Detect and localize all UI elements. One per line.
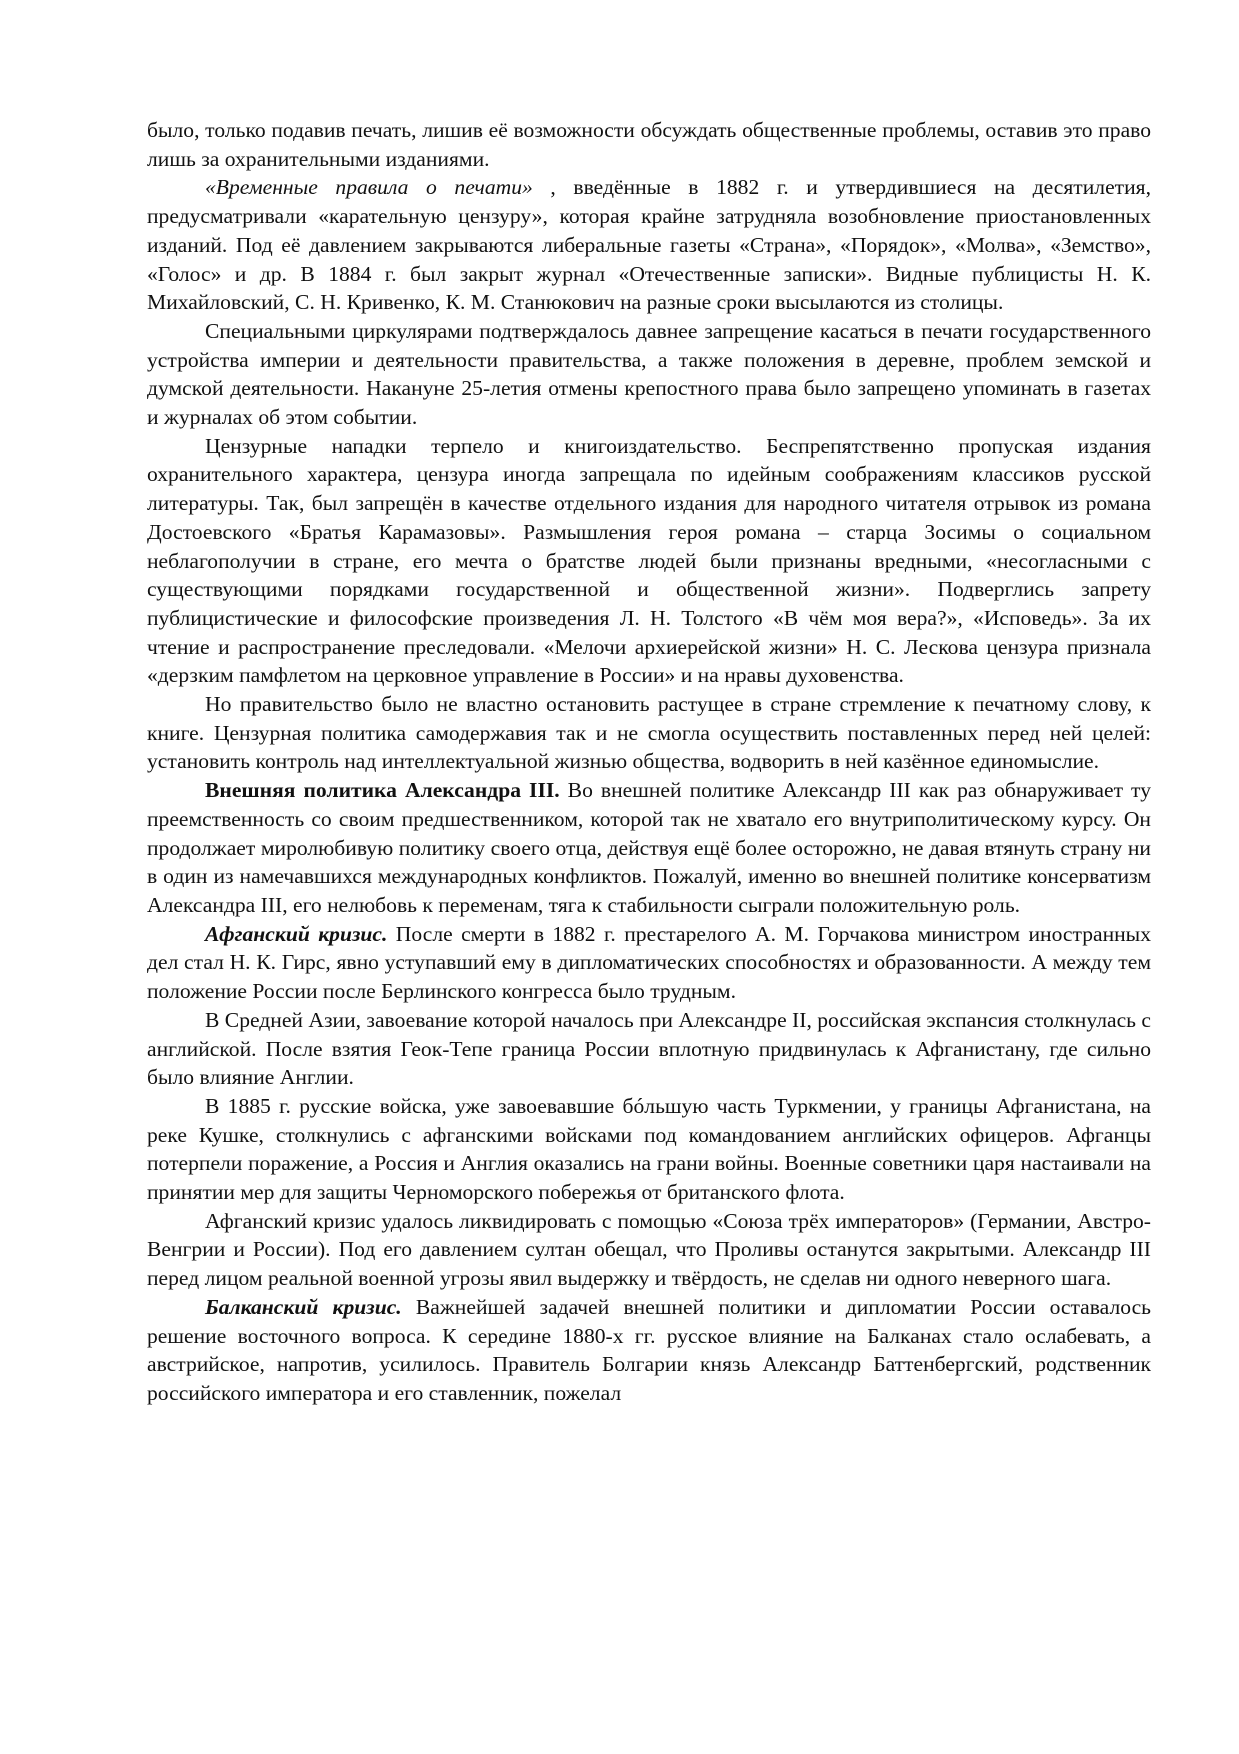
- paragraph-text: , введённые в 1882 г. и утвердившиеся на десятилетия, предусматривали «карательную цензуру», которая крайне затрудняла возобновление приостановленных изданий. Под её давлением закрываются либеральные газеты «Страна», «Порядок», «Молва», «Земство», «Голос» и др. В 1884 г. был закрыт журнал «Отечественные записки». Видные публицисты Н. К. Михайловский, С. Н. Кривенко, К. М. Станюкович на разные сроки высылаются из столицы.: [147, 175, 1151, 315]
- paragraph-text: было, только подавив печать, лишив её возможности обсуждать общественные проблемы, оставив это право лишь за охранительными изданиями.: [147, 118, 1151, 171]
- paragraph-crisis-resolution: [147, 1207, 1151, 1293]
- paragraph-circulars: [147, 317, 1151, 432]
- paragraph-text: Важнейшей задачей внешней политики и дипломатии России оставалось решение восточного вопроса. К середине 1880-х гг. русское влияние на Балканах стало ослабевать, а австрийское, напротив, усилилось. Правитель Болгарии князь Александр Баттенбергский, родственник российского императора и его ставленник, пожелал: [147, 1294, 1151, 1405]
- paragraph-text: Во внешней политике Александр III как раз обнаруживает ту преемственность со своим предшественником, которой так не хватало его внутриполитическому курсу. Он продолжает миролюбивую политику своего отца, действуя ещё более осторожно, не давая втянуть страну ни в один из намечавшихся международных конфликтов. Пожалуй, именно во внешней политике консерватизм Александра III, его нелюбовь к переменам, тяга к стабильности сыграли положительную роль.: [147, 778, 1151, 917]
- paragraph-foreign-policy: [147, 776, 1151, 920]
- paragraph-censorship-failure: [147, 690, 1151, 776]
- paragraph-press-suppression: [147, 116, 1151, 173]
- paragraph-text: Специальными циркулярами подтверждалось давнее запрещение касаться в печати государственного устройства империи и деятельности правительства, а также положения в деревне, проблем земской и думской деятельности. Накануне 25-летия отмены крепостного права было запрещено упоминать в газетах и журналах об этом событии.: [147, 318, 1151, 430]
- paragraph-kushka-clash: [147, 1092, 1151, 1207]
- paragraph-book-censorship: [147, 432, 1151, 690]
- paragraph-text: В Средней Азии, завоевание которой началось при Александре II, российская экспансия столкнулась с английской. После взятия Геок-Тепе граница России вплотную придвинулась к Афганистану, где сильно было влияние Англии.: [147, 1007, 1151, 1090]
- paragraph-afghan-crisis: [147, 920, 1151, 1006]
- paragraph-balkan-crisis: [147, 1293, 1151, 1408]
- section-heading-afghan-crisis: Афганский кризис.: [205, 921, 388, 946]
- paragraph-text: Цензурные нападки терпело и книгоиздательство. Беспрепятственно пропуская издания охранительного характера, цензура иногда запрещала по идейным соображениям классиков русской литературы. Так, был запрещён в качестве отдельного издания для народного читателя отрывок из романа Достоевского «Братья Карамазовы». Размышления героя романа – старца Зосимы о социальном неблагополучии в стране, его мечта о братстве людей были признаны вредными, «несогласными с существующими порядками государственной и общественной жизни». Подверглись запрету публицистические и философские произведения Л. Н. Толстого «В чём моя вера?», «Исповедь». За их чтение и распространение преследовали. «Мелочи архиерейской жизни» Н. С. Лескова цензура признала «дерзким памфлетом на церковное управление в России» и на нравы духовенства.: [147, 433, 1151, 688]
- section-heading-balkan-crisis: Балканский кризис.: [205, 1294, 402, 1319]
- paragraph-text: В 1885 г. русские войска, уже завоевавшие бóльшую часть Туркмении, у границы Афганистана, на реке Кушке, столкнулись с афганскими войсками под командованием английских офицеров. Афганцы потерпели поражение, а Россия и Англия оказались на грани войны. Военные советники царя настаивали на принятии мер для защиты Черноморского побережья от британского флота.: [147, 1093, 1151, 1205]
- paragraph-temporary-press-rules: [147, 173, 1151, 317]
- section-heading-foreign-policy: Внешняя политика Александра III.: [205, 778, 560, 803]
- paragraph-central-asia: [147, 1006, 1151, 1092]
- document-page: [147, 116, 1151, 1408]
- paragraph-lead-italic: «Временные правила о печати»: [205, 175, 533, 200]
- paragraph-text: После смерти в 1882 г. престарелого А. М. Горчакова министром иностранных дел стал Н. К. Гирс, явно уступавший ему в дипломатических способностях и образованности. А между тем положение России после Берлинского конгресса было трудным.: [147, 921, 1151, 1004]
- paragraph-text: Афганский кризис удалось ликвидировать с помощью «Союза трёх императоров» (Германии, Австро-Венгрии и России). Под его давлением султан обещал, что Проливы останутся закрытыми. Александр III перед лицом реальной военной угрозы явил выдержку и твёрдость, не сделав ни одного неверного шага.: [147, 1208, 1151, 1291]
- paragraph-text: Но правительство было не властно остановить растущее в стране стремление к печатному слову, к книге. Цензурная политика самодержавия так и не смогла осуществить поставленных перед ней целей: установить контроль над интеллектуальной жизнью общества, водворить в ней казённое единомыслие.: [147, 692, 1151, 774]
